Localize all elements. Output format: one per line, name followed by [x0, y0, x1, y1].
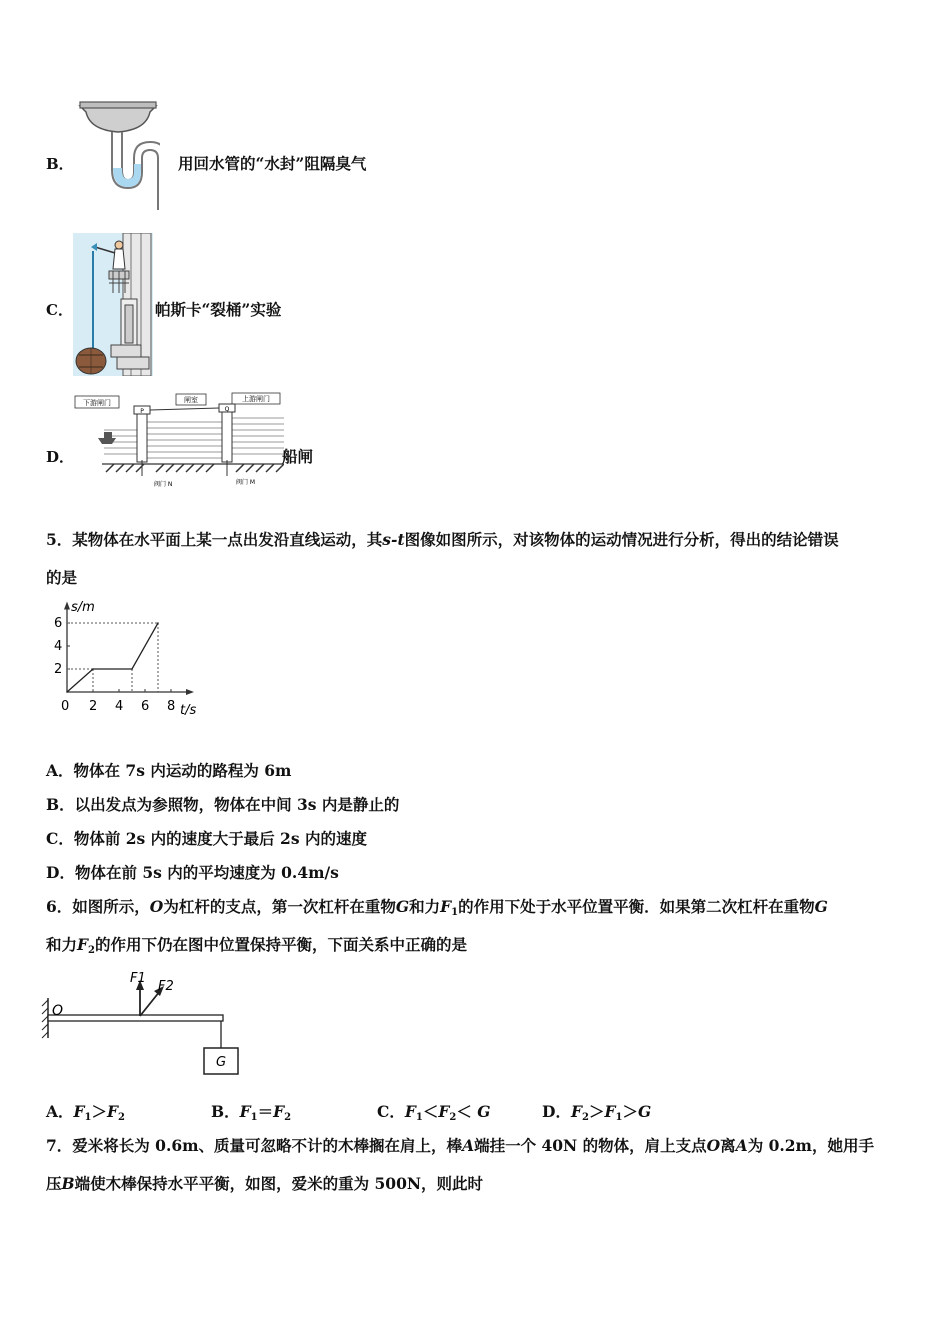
q5-option-a: A．物体在 7s 内运动的路程为 6m [46, 761, 292, 780]
q5-option-b: B．以出发点为参照物，物体在中间 3s 内是静止的 [46, 795, 400, 814]
x-tick-label: 2 [89, 699, 98, 714]
q6-option-b [211, 1100, 291, 1123]
downstream-gate-label: 下游闸门 [83, 399, 111, 407]
q6-option-c-relation: ＜ [422, 1102, 439, 1121]
y-tick-label: 4 [54, 639, 63, 654]
q6-sub-1: 1 [615, 1112, 623, 1123]
x-tick-label: 8 [167, 699, 176, 714]
q4-option-c-text: 帕斯卡“裂桶”实验 [155, 300, 282, 319]
lever-figure [40, 964, 250, 1079]
q6-symbol-o: O [149, 897, 164, 916]
ship-lock-figure [72, 388, 284, 491]
q4-option-c-letter: C． [46, 301, 73, 319]
valve-n-label: 阀门 N [154, 481, 173, 488]
st-data-point [92, 668, 94, 670]
x-axis-arrow [186, 689, 194, 695]
q6-option-d-letter: D． [542, 1102, 571, 1121]
q6-option-c-letter: C． [377, 1102, 405, 1121]
y-axis-arrow [64, 602, 70, 610]
q7-part4: 为 0.2m，她用手 [747, 1136, 874, 1155]
q6-stem-part6: 的作用下仍在图中位置保持平衡，下面关系中正确的是 [95, 935, 468, 954]
st-data-point [157, 622, 159, 624]
st-graph [40, 596, 220, 720]
q6-sub-2: 2 [88, 945, 95, 956]
q4-option-b-letter: B． [46, 155, 74, 173]
q6-symbol-f: F [239, 1102, 251, 1121]
q6-stem-line2 [46, 933, 467, 956]
valve-m-label: 阀门 M [236, 479, 256, 486]
q6-sub-1: 1 [451, 907, 459, 918]
q6-stem-part4: 的作用下处于水平位置平衡．如果第二次杠杆在重物 [458, 897, 815, 916]
q7-stem-line1 [46, 1134, 874, 1156]
q6-symbol-g: G [395, 897, 410, 916]
q5-option-c: C．物体前 2s 内的速度大于最后 2s 内的速度 [46, 829, 367, 848]
upstream-gate-label: 上游闸门 [242, 395, 270, 403]
q6-sub-2: 2 [118, 1112, 126, 1123]
q6-sub-1: 1 [250, 1112, 258, 1123]
st-data-point [66, 691, 68, 693]
q7-part2: 端挂一个 40N 的物体，肩上支点 [474, 1136, 707, 1155]
q6-symbol-f: F [440, 897, 452, 916]
q7-part1: 7．爱米将长为 0.6m、质量可忽略不计的木棒搁在肩上，棒 [46, 1136, 463, 1155]
q5-stem-line2: 的是 [46, 568, 78, 587]
x-tick-label: 4 [115, 699, 124, 714]
q6-symbol-f: F [604, 1102, 616, 1121]
x-axis-label: t/s [180, 703, 197, 718]
weight-g-label: G [215, 1055, 227, 1070]
q6-stem-part1: 6．如图所示， [46, 897, 150, 916]
x-tick-label: 6 [141, 699, 150, 714]
q6-option-b-letter: B． [211, 1102, 240, 1121]
q5-stem-part1: 5．某物体在水平面上某一点出发沿直线运动，其 [46, 530, 383, 549]
q6-sub-1: 1 [415, 1112, 423, 1123]
q6-option-d [542, 1100, 651, 1123]
q7-symbol-a: A [735, 1136, 748, 1155]
q6-option-c [377, 1100, 491, 1123]
lock-chamber-label: 闸室 [184, 396, 198, 404]
q6-symbol-f: F [73, 1102, 85, 1121]
q7-part5: 压 [46, 1174, 62, 1193]
q6-symbol-g: G [814, 897, 828, 916]
sink-trap-figure [78, 98, 160, 213]
q6-option-a-letter: A． [46, 1102, 74, 1121]
q6-stem-line1 [46, 895, 828, 918]
q6-symbol-f: F [77, 935, 89, 954]
y-tick-label: 2 [54, 662, 63, 677]
q6-stem-part3: 和力 [409, 897, 441, 916]
q6-symbol-f: F [273, 1102, 285, 1121]
q6-option-b-relation: ＝ [257, 1102, 274, 1121]
lever-f1-label: F1 [130, 971, 146, 986]
q6-symbol-g: G [477, 1102, 491, 1121]
lever-o-label: O [52, 1003, 64, 1019]
q6-symbol-f: F [404, 1102, 416, 1121]
q7-symbol-a: A [462, 1136, 475, 1155]
gate-q-label: Q [224, 406, 230, 413]
q6-sub-1: 1 [84, 1112, 92, 1123]
q6-sub-2: 2 [449, 1112, 457, 1123]
q5-stem-line1 [46, 528, 839, 550]
q7-part6: 端使木棒保持水平平衡，如图，爱米的重为 500N，则此时 [74, 1174, 484, 1193]
q4-option-d-text: 船闸 [282, 447, 314, 466]
q6-option-a-relation: ＞ [91, 1102, 108, 1121]
pascal-barrel-figure [73, 233, 153, 376]
q4-option-b-text: 用回水管的“水封”阻隔臭气 [178, 154, 367, 173]
q5-option-d: D．物体在前 5s 内的平均速度为 0.4m/s [46, 863, 339, 882]
q6-option-d-relation: ＞ [622, 1102, 638, 1121]
q6-option-d-relation: ＞ [588, 1102, 605, 1121]
y-tick-label: 6 [54, 616, 63, 631]
q6-option-c-relation: ＜ [456, 1102, 472, 1121]
y-axis-label: s/m [71, 600, 95, 615]
q5-stem-variable: s-t [382, 530, 405, 549]
st-data-point [131, 668, 133, 670]
q7-symbol-b: B [61, 1174, 75, 1193]
q6-option-a [46, 1100, 125, 1123]
q6-stem-part5: 和力 [46, 935, 78, 954]
q7-symbol-o: O [706, 1136, 721, 1155]
q6-sub-2: 2 [284, 1112, 292, 1123]
q7-part3: 离 [720, 1136, 736, 1155]
q6-symbol-f: F [107, 1102, 119, 1121]
q4-option-d-letter: D． [46, 448, 75, 466]
q7-stem-line2 [46, 1172, 483, 1194]
q6-symbol-f: F [438, 1102, 450, 1121]
q5-stem-part2: 图像如图所示，对该物体的运动情况进行分析，得出的结论错误 [404, 530, 839, 549]
x-tick-label: 0 [61, 699, 70, 714]
q6-stem-part2: 为杠杆的支点，第一次杠杆在重物 [163, 897, 396, 916]
q6-sub-2: 2 [581, 1112, 589, 1123]
lever-f2-label: F2 [158, 979, 174, 994]
st-series-line [67, 623, 158, 692]
q6-symbol-f: F [570, 1102, 582, 1121]
q6-symbol-g: G [637, 1102, 652, 1121]
gate-p-label: P [140, 408, 144, 415]
